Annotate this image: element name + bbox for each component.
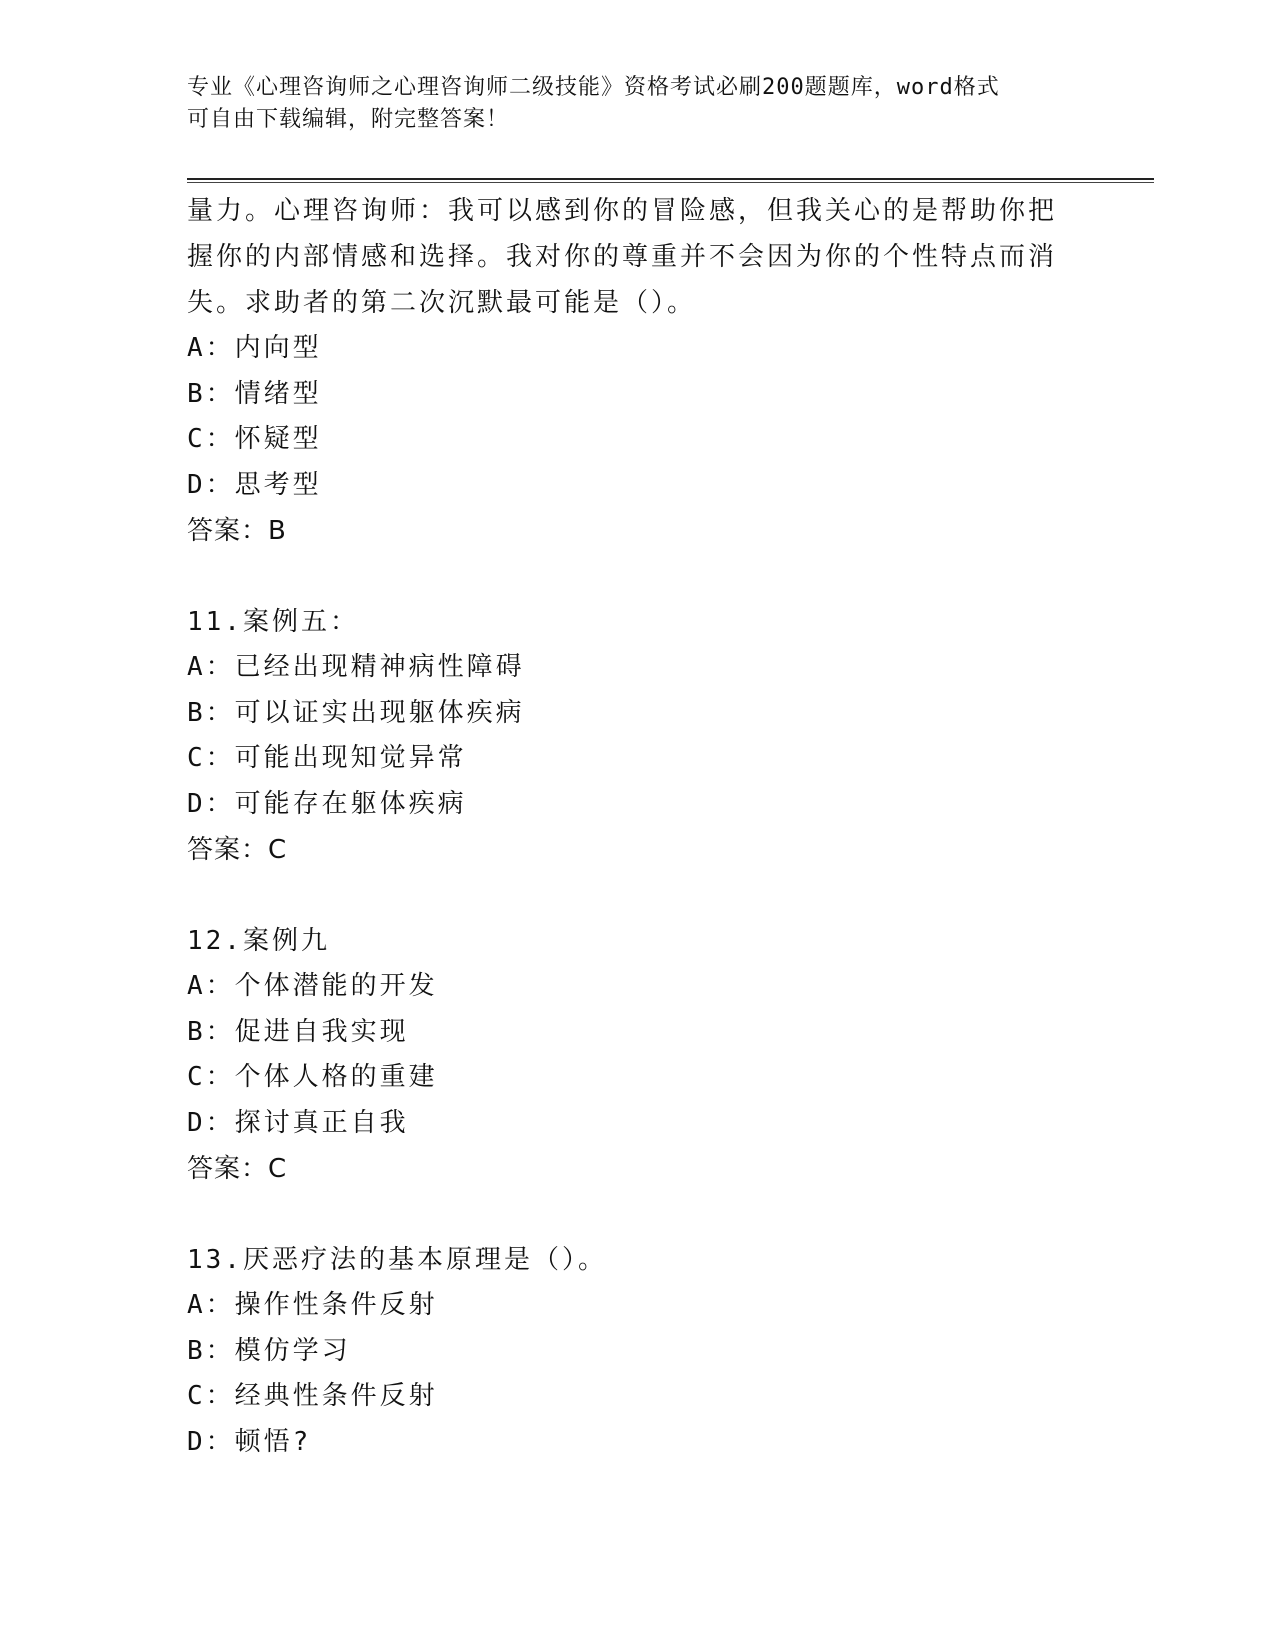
question-title: 12.案例九 bbox=[187, 926, 330, 956]
question-block-11 bbox=[187, 599, 1087, 873]
answer-line: 答案：C bbox=[187, 1154, 288, 1184]
option-c: C：怀疑型 bbox=[187, 424, 322, 454]
option-a: A：已经出现精神病性障碍 bbox=[187, 652, 525, 682]
answer-line: 答案：B bbox=[187, 516, 287, 546]
option-c: C：可能出现知觉异常 bbox=[187, 743, 467, 773]
option-c: C：个体人格的重建 bbox=[187, 1062, 438, 1092]
option-d: D：可能存在躯体疾病 bbox=[187, 788, 467, 819]
question-title: 13.厌恶疗法的基本原理是（）。 bbox=[187, 1245, 607, 1275]
option-d: D：思考型 bbox=[187, 469, 322, 500]
question-text-line: 握你的内部情感和选择。我对你的尊重并不会因为你的个性特点而消 bbox=[187, 242, 1058, 272]
option-a: A：操作性条件反射 bbox=[187, 1290, 438, 1320]
option-b: B：情绪型 bbox=[187, 378, 322, 409]
question-content bbox=[187, 188, 1087, 1465]
option-b: B：促进自我实现 bbox=[187, 1016, 409, 1047]
question-text-line: 量力。心理咨询师：我可以感到你的冒险感，但我关心的是帮助你把 bbox=[187, 196, 1058, 226]
question-title: 11.案例五： bbox=[187, 607, 359, 637]
spacer bbox=[187, 873, 1087, 918]
question-text-line: 失。求助者的第二次沉默最可能是（）。 bbox=[187, 288, 697, 318]
question-block-12 bbox=[187, 918, 1087, 1192]
answer-line: 答案：C bbox=[187, 835, 288, 865]
option-b: B：模仿学习 bbox=[187, 1335, 351, 1366]
question-block-continued bbox=[187, 188, 1087, 554]
option-a: A：个体潜能的开发 bbox=[187, 971, 438, 1001]
question-block-13 bbox=[187, 1237, 1087, 1465]
document-header bbox=[187, 72, 1067, 136]
spacer bbox=[187, 554, 1087, 599]
header-title-line-1: 专业《心理咨询师之心理咨询师二级技能》资格考试必刷200题题库，word格式 bbox=[187, 75, 1000, 100]
spacer bbox=[187, 1192, 1087, 1237]
option-d: D：顿悟? bbox=[187, 1426, 312, 1457]
option-b: B：可以证实出现躯体疾病 bbox=[187, 697, 525, 728]
header-title-line-2: 可自由下载编辑，附完整答案！ bbox=[187, 107, 510, 132]
header-divider-thin bbox=[187, 182, 1154, 183]
header-divider bbox=[187, 178, 1154, 180]
option-c: C：经典性条件反射 bbox=[187, 1381, 438, 1411]
option-d: D：探讨真正自我 bbox=[187, 1107, 409, 1138]
option-a: A：内向型 bbox=[187, 333, 322, 363]
